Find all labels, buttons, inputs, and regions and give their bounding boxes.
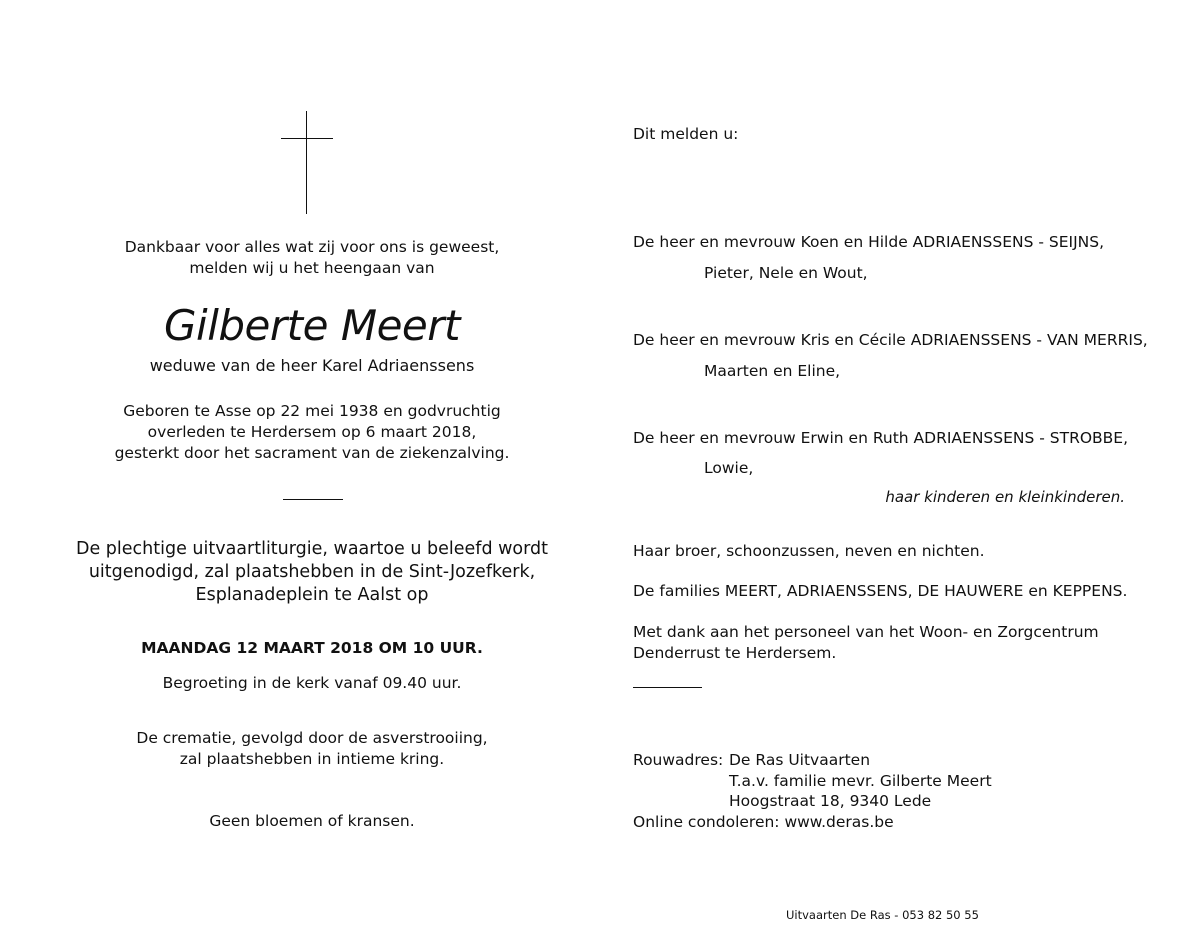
family-line-koen: De heer en mevrouw Koen en Hilde ADRIAENSSENS - SEIJNS, [633, 233, 1105, 251]
children-kris: Maarten en Eline, [704, 362, 841, 380]
deceased-name: Gilberte Meert [164, 301, 460, 350]
children-koen: Pieter, Nele en Wout, [704, 264, 868, 282]
closing-italic: haar kinderen en kleinkinderen. [885, 488, 1125, 506]
widow-line: weduwe van de heer Karel Adriaenssens [149, 356, 475, 375]
cremation-text: De crematie, gevolgd door de asverstrooiing, zal plaatshebben in intieme kring. [136, 729, 488, 768]
families-line: De families MEERT, ADRIAENSSENS, DE HAUWERE en KEPPENS. [633, 582, 1128, 600]
siblings-line: Haar broer, schoonzussen, neven en nichten. [633, 542, 985, 560]
address-line: De Ras Uitvaarten [729, 751, 871, 769]
children-erwin: Lowie, [704, 459, 754, 477]
address-line: T.a.v. familie mevr. Gilberte Meert [729, 771, 992, 790]
divider-left [283, 499, 343, 500]
intro-text: Dankbaar voor alles wat zij voor ons is geweest, melden wij u het heengaan van [124, 238, 500, 277]
family-line-erwin: De heer en mevrouw Erwin en Ruth ADRIAENSSENS - STROBBE, [633, 429, 1129, 447]
family-line-kris: De heer en mevrouw Kris en Cécile ADRIAENSSENS - VAN MERRIS, [633, 331, 1148, 349]
thanks-text: Met dank aan het personeel van het Woon- en Zorgcentrum Denderrust te Herdersem. [633, 623, 1099, 662]
liturgy-text: De plechtige uitvaartliturgie, waartoe u beleefd wordt uitgenodigd, zal plaatshebben in de Sint-Jozefkerk, Esplanadeplein te Aalst op [75, 539, 548, 605]
announce-heading: Dit melden u: [633, 125, 739, 143]
address-line: Hoogstraat 18, 9340 Lede [729, 792, 932, 810]
greeting-time: Begroeting in de kerk vanaf 09.40 uur. [162, 674, 462, 692]
mourning-address [633, 750, 992, 832]
birth-death-text: Geboren te Asse op 22 mei 1938 en godvruchtig overleden te Herdersem op 6 maart 2018, gesterkt door het sacrament van de ziekenzalving. [114, 402, 510, 462]
address-label: Rouwadres: [633, 751, 724, 769]
footer-contact: Uitvaarten De Ras - 053 82 50 55 [786, 908, 979, 922]
online-condolence-link[interactable]: Online condoleren: www.deras.be [633, 812, 894, 831]
cross-icon [281, 111, 333, 214]
funeral-date: MAANDAG 12 MAART 2018 OM 10 UUR. [141, 639, 483, 657]
flowers-note: Geen bloemen of kransen. [209, 812, 415, 830]
divider-right [633, 687, 702, 688]
